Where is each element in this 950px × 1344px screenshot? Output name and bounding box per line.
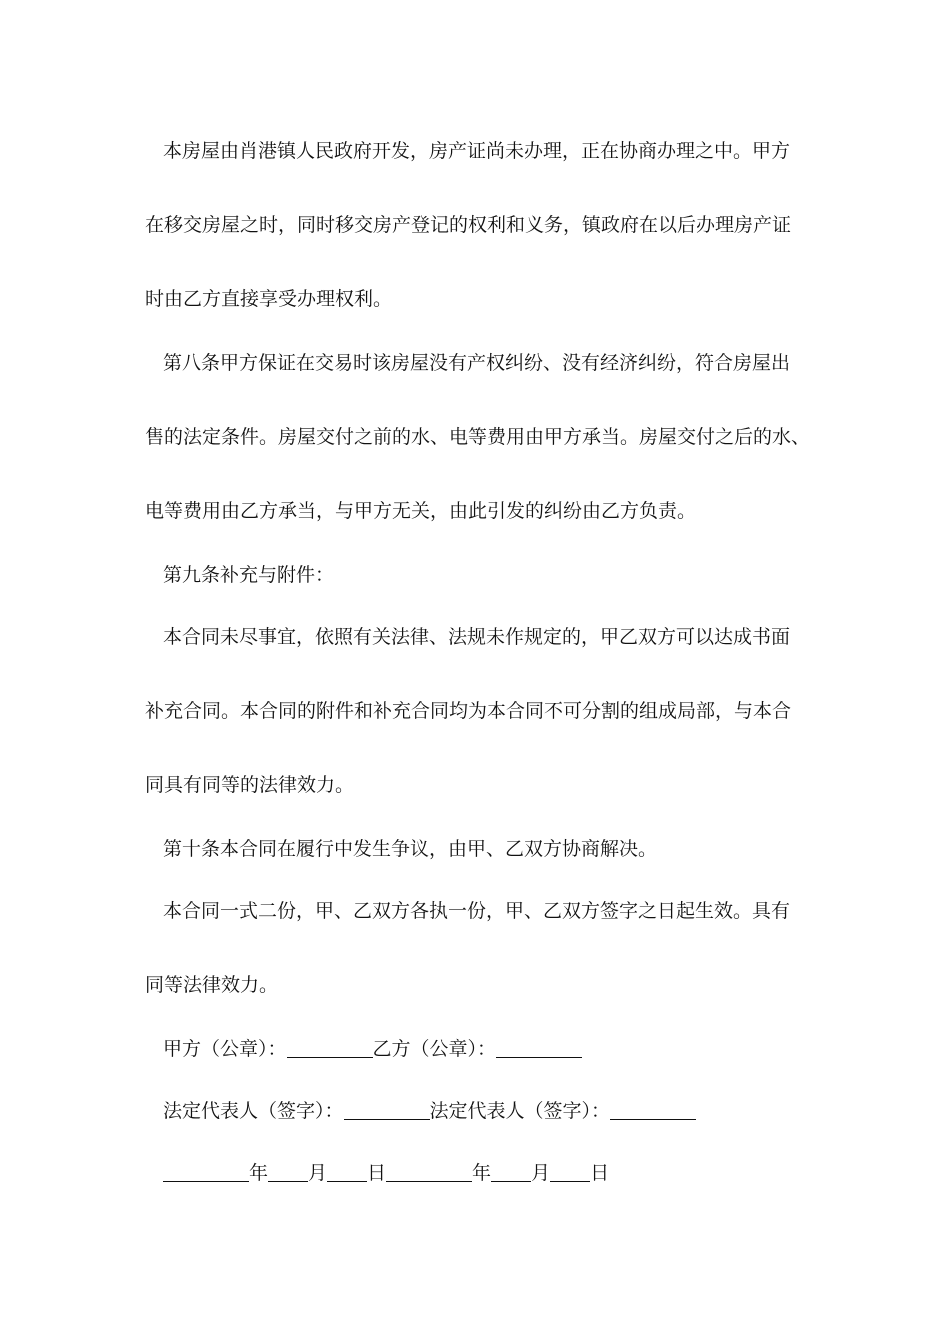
party-b-seal-label: 乙方（公章）： bbox=[372, 1038, 497, 1060]
paragraph-line: 时由乙方直接享受办理权利。 bbox=[145, 288, 393, 310]
paragraph-line: 本合同一式二份，甲、乙双方各执一份，甲、乙双方签字之日起生效。具有 bbox=[163, 900, 791, 922]
rep-a-blank[interactable] bbox=[344, 1099, 430, 1120]
paragraph-line: 电等费用由乙方承当，与甲方无关，由此引发的纠纷由乙方负责。 bbox=[145, 500, 697, 522]
year-label: 年 bbox=[472, 1162, 492, 1184]
party-a-seal-label: 甲方（公章）： bbox=[163, 1038, 287, 1060]
day-b-blank[interactable] bbox=[550, 1161, 590, 1182]
paragraph-line: 同具有同等的法律效力。 bbox=[145, 774, 355, 796]
month-label: 月 bbox=[308, 1162, 328, 1184]
month-a-blank[interactable] bbox=[268, 1161, 308, 1182]
month-b-blank[interactable] bbox=[491, 1161, 531, 1182]
paragraph-line: 第九条补充与附件： bbox=[163, 564, 335, 586]
paragraph-line: 第十条本合同在履行中发生争议，由甲、乙双方协商解决。 bbox=[163, 838, 658, 860]
day-label: 日 bbox=[590, 1162, 610, 1184]
signature-rep-line bbox=[163, 1098, 833, 1124]
year-b-blank[interactable] bbox=[386, 1161, 472, 1182]
year-a-blank[interactable] bbox=[163, 1161, 249, 1182]
signature-seal-line bbox=[163, 1036, 833, 1062]
rep-a-label: 法定代表人（签字）： bbox=[163, 1100, 344, 1122]
day-a-blank[interactable] bbox=[327, 1161, 367, 1182]
day-label: 日 bbox=[367, 1162, 387, 1184]
paragraph-line: 本房屋由肖港镇人民政府开发，房产证尚未办理，正在协商办理之中。甲方 bbox=[163, 140, 791, 162]
paragraph-line: 补充合同。本合同的附件和补充合同均为本合同不可分割的组成局部，与本合 bbox=[145, 700, 792, 722]
party-a-seal-blank[interactable] bbox=[287, 1037, 373, 1058]
paragraph-line: 第八条甲方保证在交易时该房屋没有产权纠纷、没有经济纠纷，符合房屋出 bbox=[163, 352, 791, 374]
signature-date-line bbox=[163, 1160, 833, 1186]
paragraph-line: 本合同未尽事宜，依照有关法律、法规未作规定的，甲乙双方可以达成书面 bbox=[163, 626, 791, 648]
paragraph-line: 在移交房屋之时，同时移交房产登记的权利和义务，镇政府在以后办理房产证 bbox=[145, 214, 792, 236]
paragraph-line: 售的法定条件。房屋交付之前的水、电等费用由甲方承当。房屋交付之后的水、 bbox=[145, 426, 811, 448]
party-b-seal-blank[interactable] bbox=[496, 1037, 582, 1058]
paragraph-line: 同等法律效力。 bbox=[145, 974, 279, 996]
month-label: 月 bbox=[531, 1162, 551, 1184]
rep-b-blank[interactable] bbox=[610, 1099, 696, 1120]
rep-b-label: 法定代表人（签字）： bbox=[429, 1100, 611, 1122]
year-label: 年 bbox=[249, 1162, 269, 1184]
